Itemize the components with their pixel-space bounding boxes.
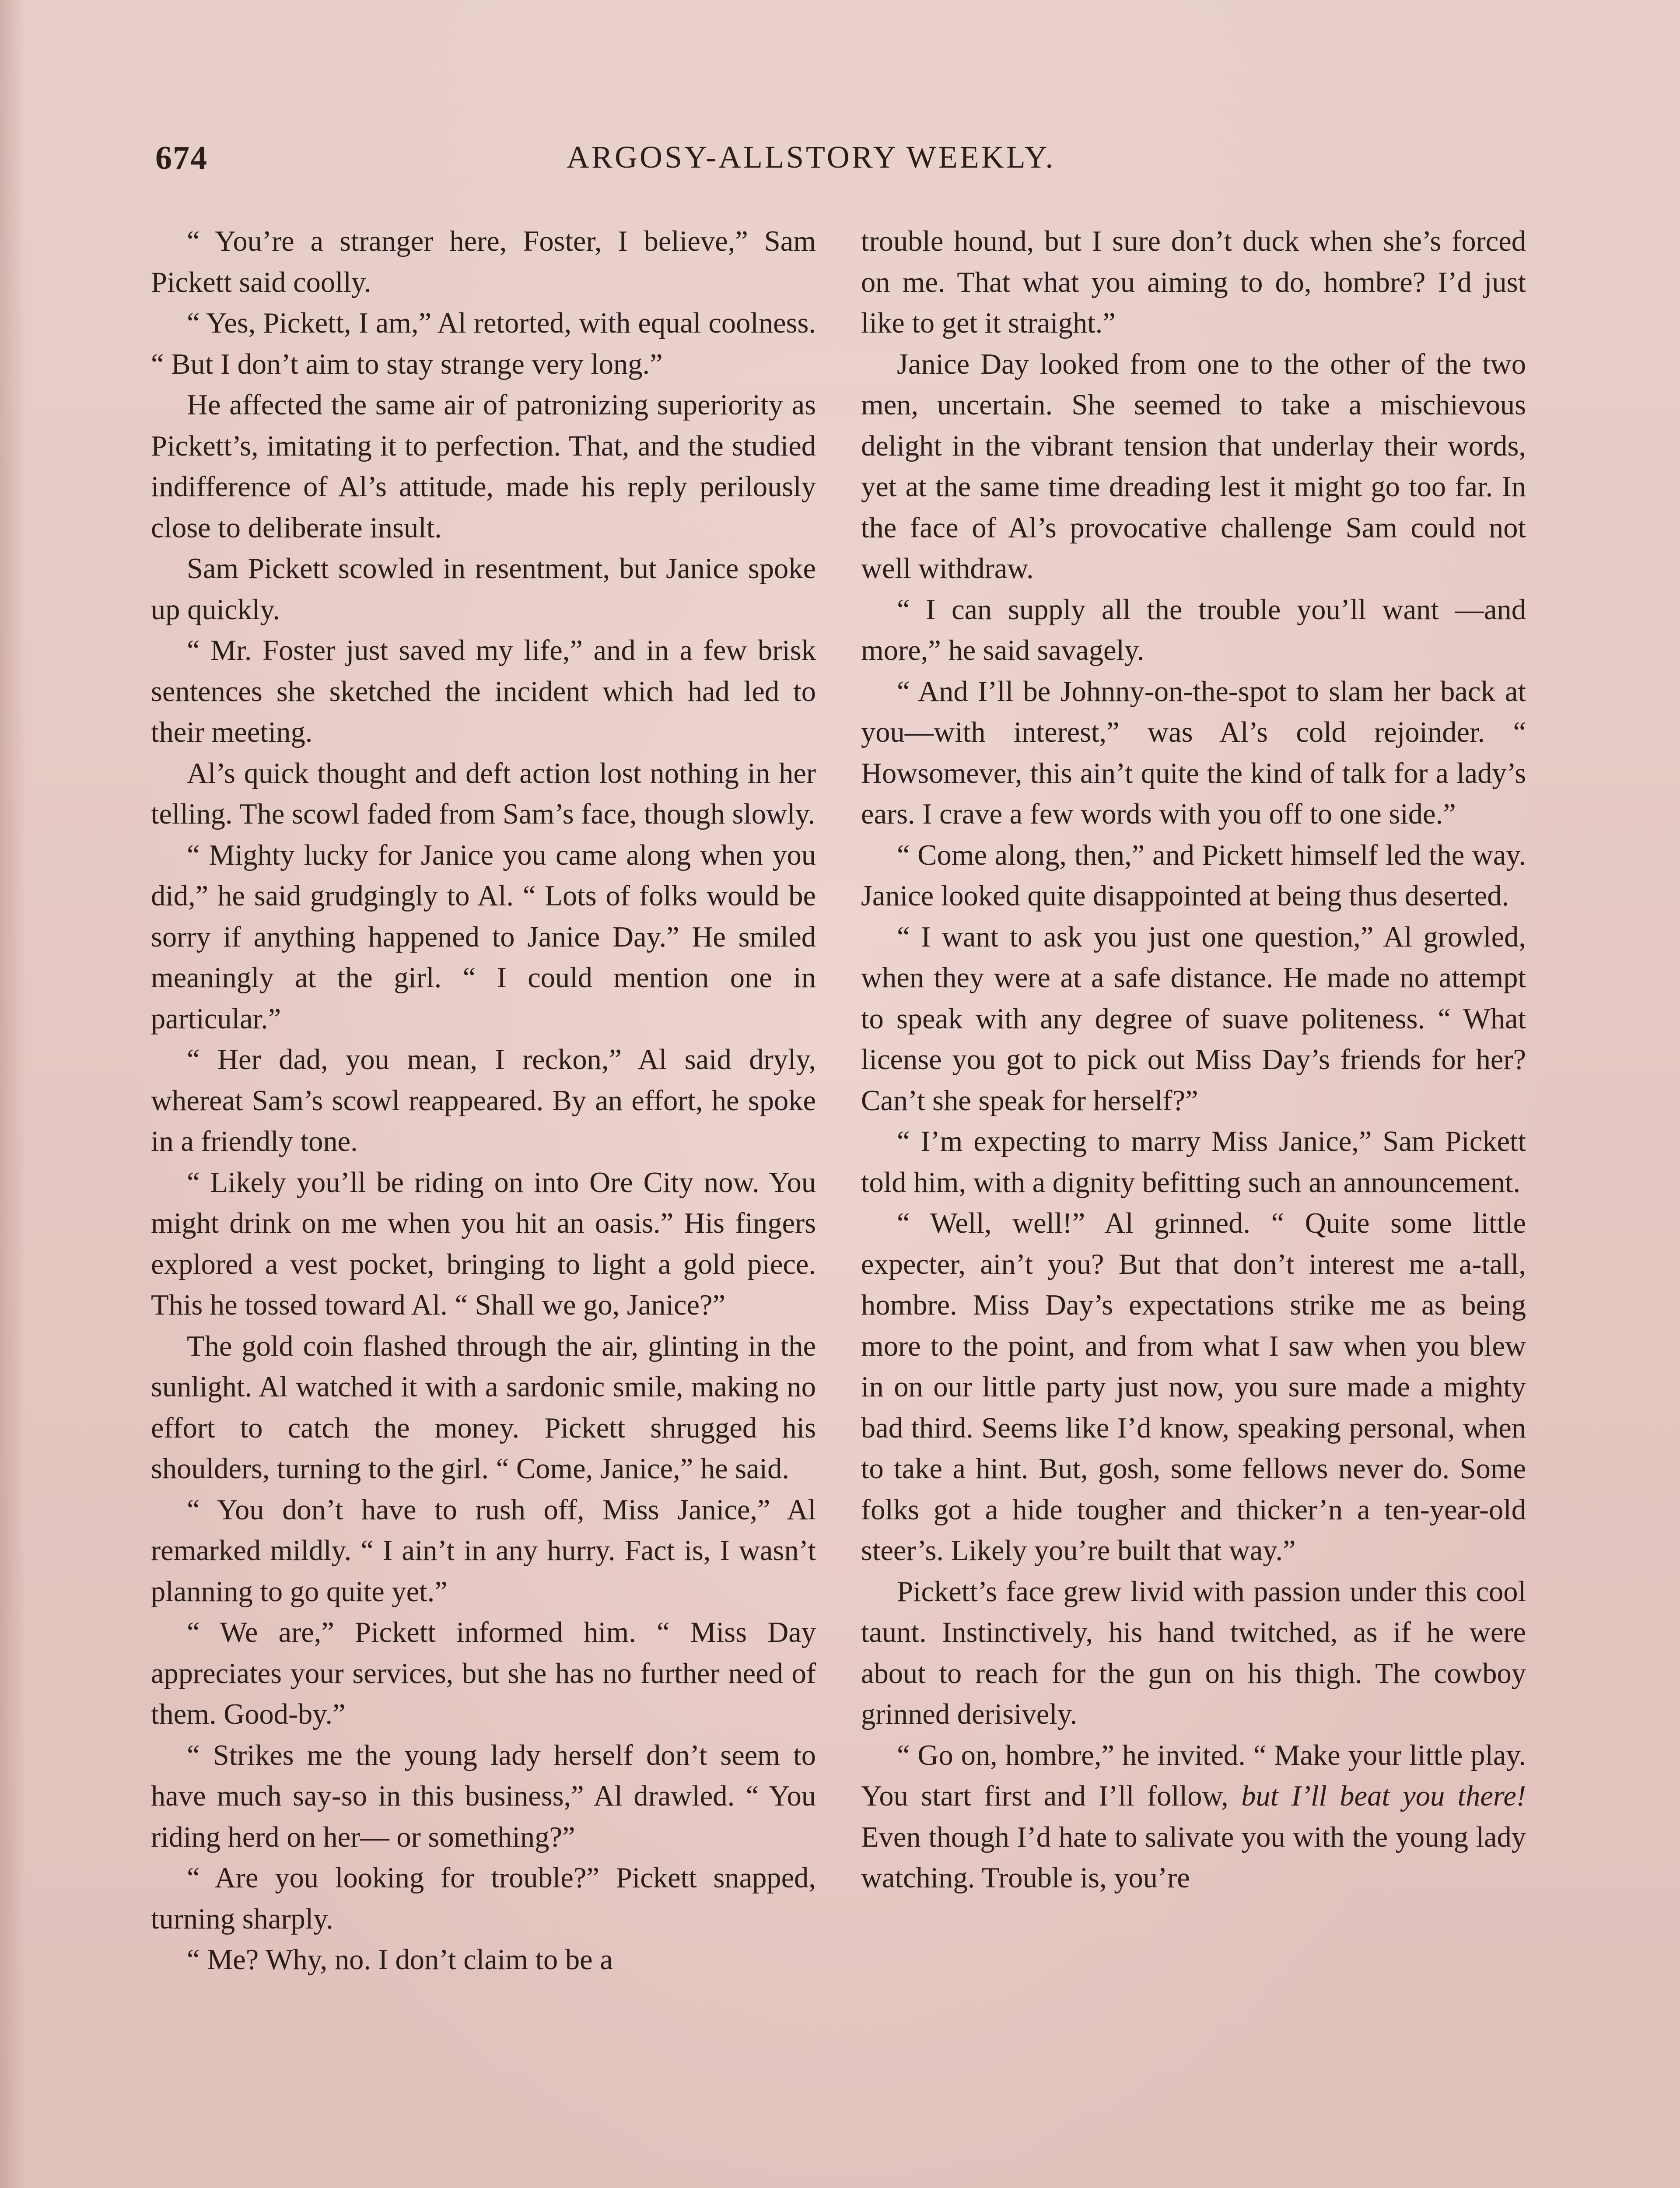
paragraph: “ Me? Why, no. I don’t claim to be a <box>187 1944 613 1976</box>
right-column <box>861 221 1526 1899</box>
paragraph: Pickett’s face grew livid with passion under this cool taunt. Instinctively, his hand twitched, as if he were about to reach for the gun on his thigh. The cowboy grinned derisively. <box>861 1575 1526 1730</box>
paragraph: “ Mighty lucky for Janice you came along when you did,” he said grudgingly to Al. “ Lots of folks would be sorry if anything happened to Janice Day.” He smiled meaningly at the girl. “ I could mention one in particular.” <box>151 839 816 1035</box>
paragraph: Sam Pickett scowled in resentment, but Janice spoke up quickly. <box>151 553 816 626</box>
page-number: 674 <box>155 140 208 176</box>
paragraph: “ I want to ask you just one question,” Al growled, when they were at a safe distance. He made no attempt to speak with any degree of suave politeness. “ What license you got to pick out Miss Day’s friends for her? Can’t she speak for herself?” <box>861 921 1526 1117</box>
paragraph-with-italic <box>861 1735 1526 1899</box>
text-run: Even though I’d hate to salivate you with the young lady watching. Trouble is, you’re <box>861 1821 1526 1894</box>
paragraph: “ Come along, then,” and Pickett himself led the way. Janice looked quite disappointed at being thus deserted. <box>861 839 1526 912</box>
paragraph: “ We are,” Pickett informed him. “ Miss Day appreciates your services, but she has no further need of them. Good-by.” <box>151 1616 816 1730</box>
paragraph: The gold coin flashed through the air, glinting in the sunlight. Al watched it with a sardonic smile, making no effort to catch the money. Pickett shrugged his shoulders, turning to the girl. “ Come, Janice,” he said. <box>151 1330 816 1485</box>
paragraph: He affected the same air of patronizing superiority as Pickett’s, imitating it to perfection. That, and the studied indifference of Al’s attitude, made his reply perilously close to deliberate insult. <box>151 389 816 544</box>
left-column <box>151 221 816 1981</box>
paragraph: “ Are you looking for trouble?” Pickett snapped, turning sharply. <box>151 1862 816 1935</box>
page-header <box>155 139 1529 187</box>
continued-paragraph: trouble hound, but I sure don’t duck when she’s forced on me. That what you aiming to do, hombre? I’d just like to get it straight.” <box>861 225 1526 339</box>
text-run: “ Go on, hombre,” he invited. “ Make your little play. You start first and I’ll follow, <box>861 1739 1526 1812</box>
paragraph: “ Likely you’ll be riding on into Ore City now. You might drink on me when you hit an oasis.” His fingers explored a vest pocket, bringing to light a gold piece. This he tossed toward Al. “ Shall we go, Janice?” <box>151 1166 816 1321</box>
italic-text: but I’ll beat you there! <box>1241 1780 1526 1812</box>
running-title: ARGOSY-ALLSTORY WEEKLY. <box>567 140 1056 175</box>
paragraph: “ You don’t have to rush off, Miss Janice,” Al remarked mildly. “ I ain’t in any hurry. Fact is, I wasn’t planning to go quite yet.” <box>151 1494 816 1608</box>
paragraph: “ You’re a stranger here, Foster, I believe,” Sam Pickett said coolly. <box>151 225 816 298</box>
paragraph: “ Mr. Foster just saved my life,” and in a few brisk sentences she sketched the incident which had led to their meeting. <box>151 635 816 748</box>
paragraph: “ Her dad, you mean, I reckon,” Al said dryly, whereat Sam’s scowl reappeared. By an effort, he spoke in a friendly tone. <box>151 1044 816 1157</box>
paragraph: “ And I’ll be Johnny-on-the-spot to slam her back at you—with interest,” was Al’s cold rejoinder. “ Howsomever, this ain’t quite the kind of talk for a lady’s ears. I crave a few words with you off to one side.” <box>861 675 1526 830</box>
paragraph: “ Strikes me the young lady herself don’t seem to have much say-so in this business,” Al drawled. “ You riding herd on her— or something?” <box>151 1739 816 1853</box>
paragraph: Janice Day looked from one to the other of the two men, uncertain. She seemed to take a mischievous delight in the vibrant tension that underlay their words, yet at the same time dreading lest it might go too far. In the face of Al’s provocative challenge Sam could not well withdraw. <box>861 348 1526 585</box>
paragraph: “ Well, well!” Al grinned. “ Quite some little expecter, ain’t you? But that don’t interest me a-tall, hombre. Miss Day’s expectations strike me as being more to the point, and from what I saw when you blew in on our little party just now, you sure made a mighty bad third. Seems like I’d know, speaking personal, when to take a hint. But, gosh, some fellows never do. Some folks got a hide tougher and thicker’n a ten-year-old steer’s. Likely you’re built that way.” <box>861 1207 1526 1567</box>
paragraph: Al’s quick thought and deft action lost nothing in her telling. The scowl faded from Sam’s face, though slowly. <box>151 757 816 830</box>
paragraph: “ I can supply all the trouble you’ll want —and more,” he said savagely. <box>861 593 1526 666</box>
paragraph: “ I’m expecting to marry Miss Janice,” Sam Pickett told him, with a dignity befitting such an announcement. <box>861 1126 1526 1199</box>
paragraph: “ Yes, Pickett, I am,” Al retorted, with equal coolness. “ But I don’t aim to stay strange very long.” <box>151 307 816 380</box>
